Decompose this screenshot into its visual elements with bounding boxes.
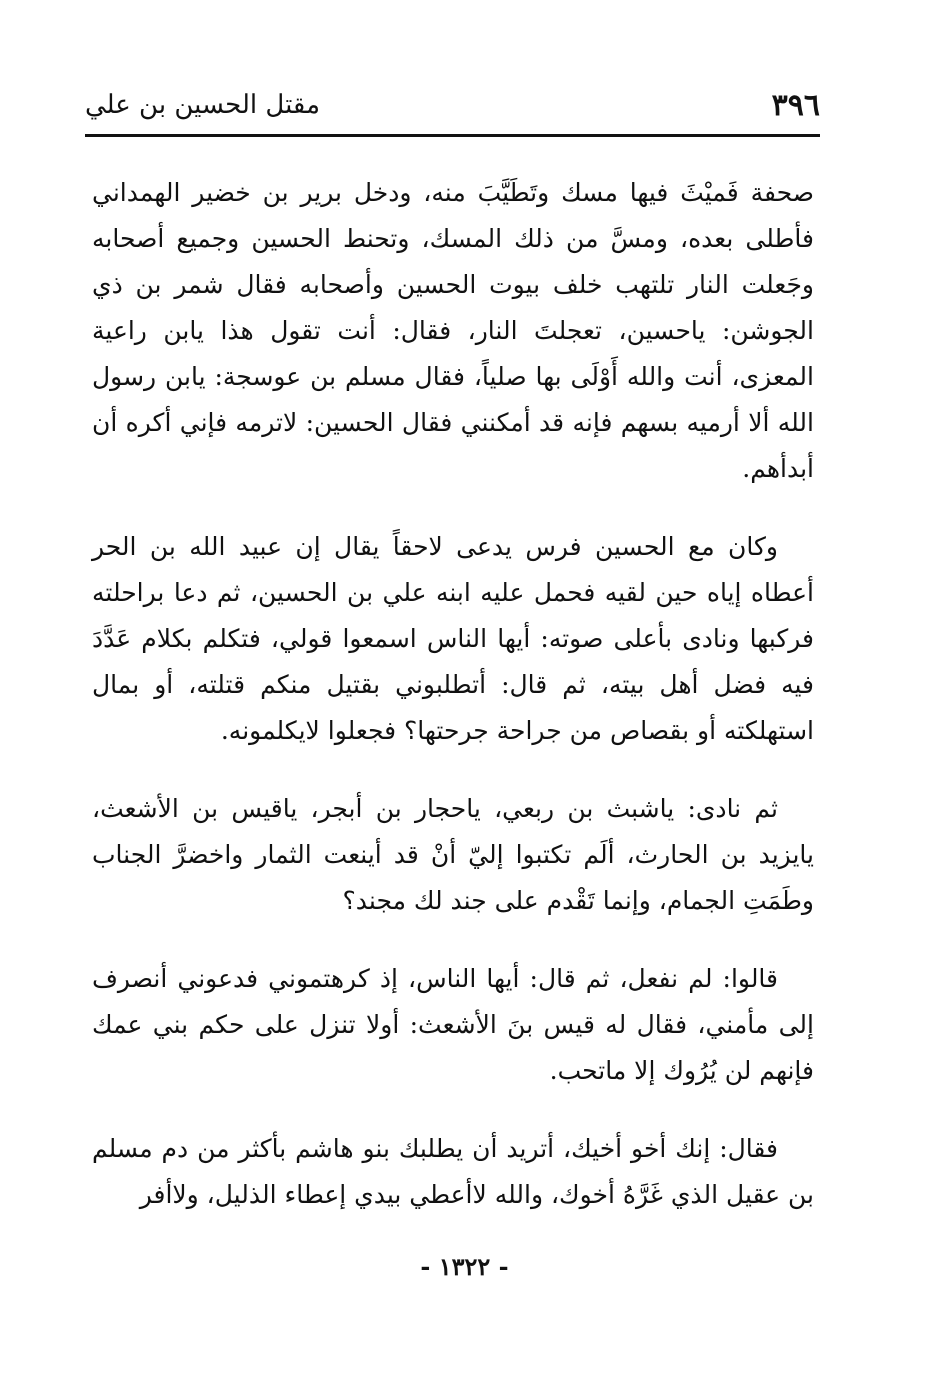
paragraph-2: وكان مع الحسين فرس يدعى لاحقاً يقال إن عبيد الله بن الحر أعطاه إياه حين لقيه فحمل عليه ابنه علي بن الحسين، ثم دعا براحلته فركبها ونادى بأعلى صوته: أيها الناس اسمعوا قولي، فتكلم بكلام عَدَّدَ فيه فضل أهل بيته، ثم قال: أتطلبوني بقتيل منكم قتلته، أو بمال استهلكته أو بقصاص من جراحة جرحتها؟ فجعلوا لايكلمونه. [92, 532, 814, 745]
page-number: ٣٩٦ [771, 88, 820, 123]
header-rule [85, 134, 820, 137]
footer-page-number: - ١٣٢٢ - [420, 1252, 509, 1281]
running-title: مقتل الحسين بن علي [85, 90, 320, 120]
paragraph-1: صحفة فَميْثَ فيها مسك وتَطَيَّبَ منه، ودخل برير بن خضير الهمداني فأطلى بعده، ومسَّ من ذلك المسك، وتحنط الحسين وجميع أصحابه وجَعلت النار تلتهب خلف بيوت الحسين وأصحابه فقال شمر بن ذي الجوشن: ياحسين، تعجلتَ النار، فقال: أنت تقول هذا يابن راعية المعزى، أنت والله أَوْلَى بها صلياً، فقال مسلم بن عوسجة: يابن رسول الله ألا أرميه بسهم فإنه قد أمكنني فقال الحسين: لاترمه فإني أكره أن أبدأهم. [92, 178, 814, 483]
paragraph-4: قالوا: لم نفعل، ثم قال: أيها الناس، إذ كرهتموني فدعوني أنصرف إلى مأمني، فقال له قيس بنَ الأشعث: أولا تنزل على حكم بني عمك فإنهم لن يُرُوك إلا ماتحب. [92, 964, 814, 1085]
body-text [92, 170, 814, 1250]
paragraph-3: ثم نادى: ياشبث بن ربعي، ياحجار بن أبجر، ياقيس بن الأشعث، يايزيد بن الحارث، ألَم تكتبوا إليّ أنْ قد أينعت الثمار واخضرَّ الجناب وطَمَتِ الجمام، وإنما تَقْدم على جند لك مجند؟ [92, 794, 814, 915]
page-header [85, 84, 820, 134]
paragraph-5: فقال: إنك أخو أخيك، أتريد أن يطلبك بنو هاشم بأكثر من دم مسلم بن عقيل الذي غَرَّهُ أخوك، والله لاأعطي بيدي إعطاء الذليل، ولاأفر [92, 1134, 814, 1209]
